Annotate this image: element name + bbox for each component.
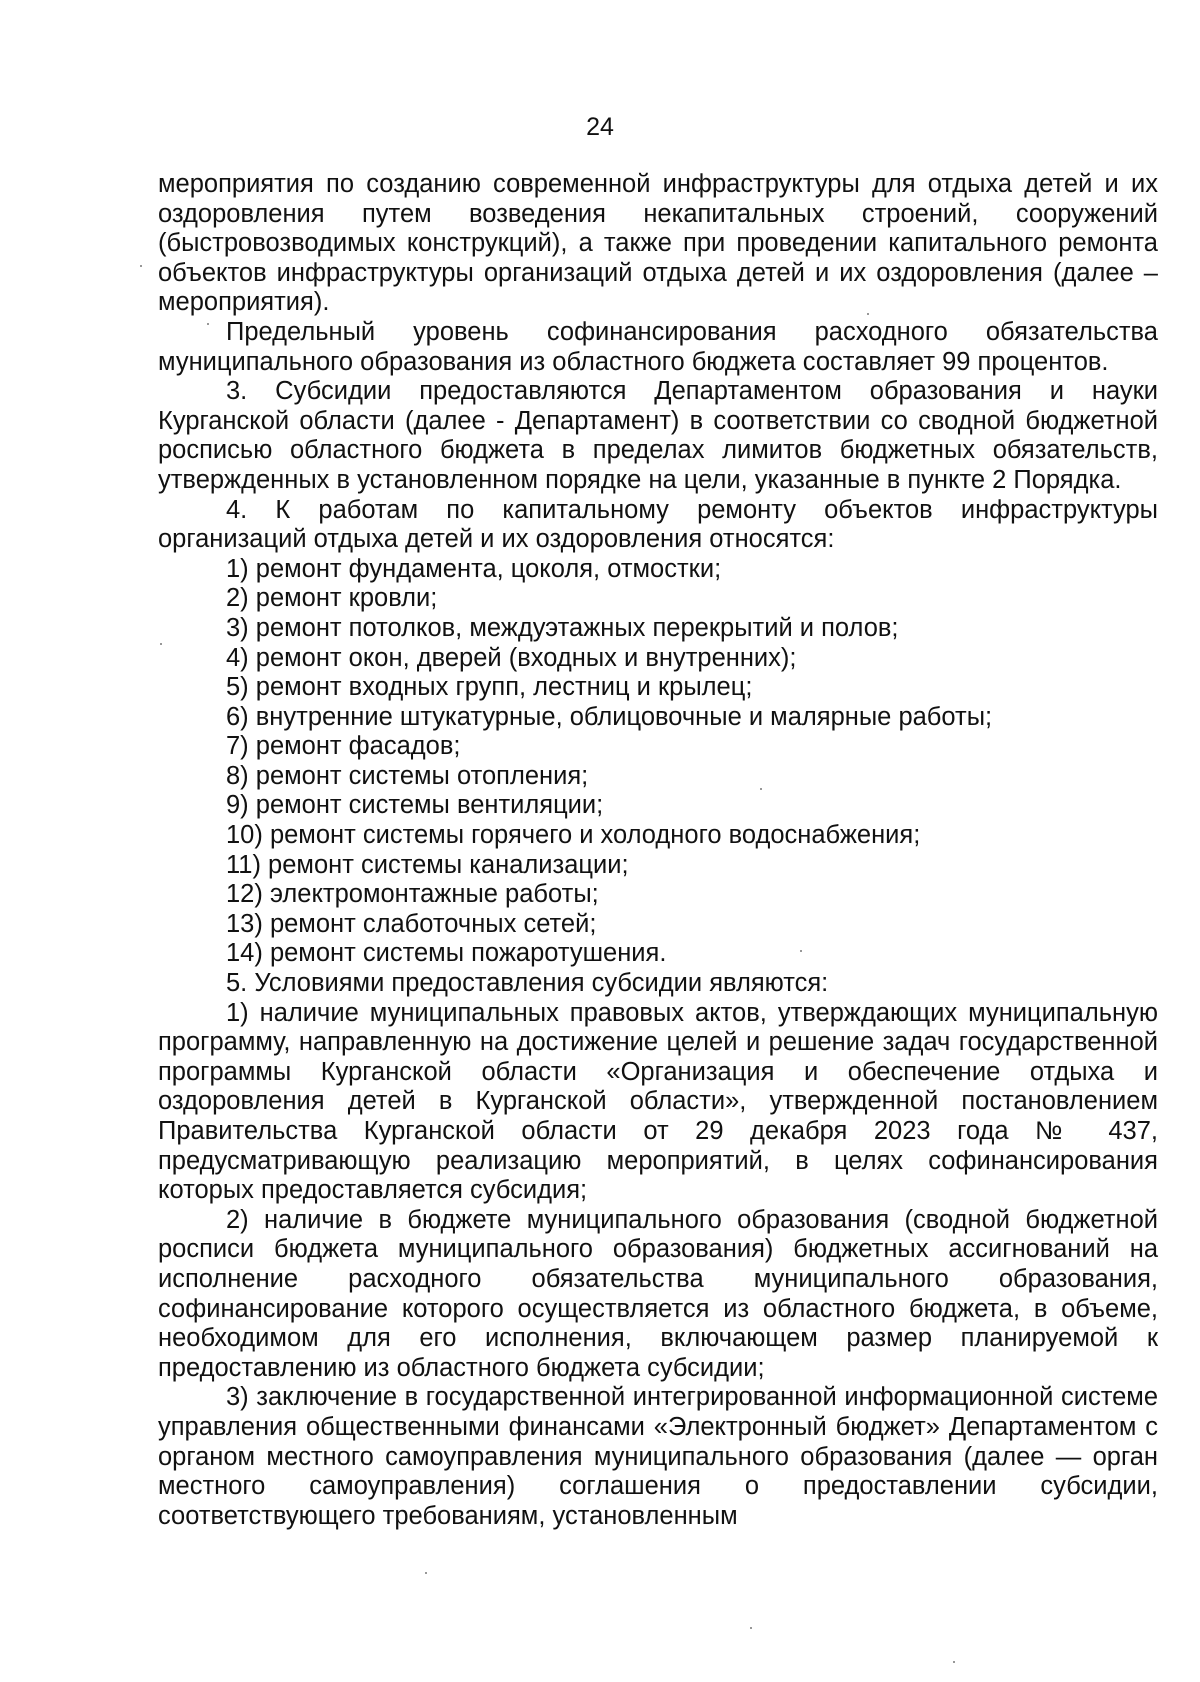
document-body [158,170,1158,1531]
condition-3: 3) заключение в государственной интегрированной информационной системе управления общественными финансами «Электронный бюджет» Департаментом с органом местного самоуправления муниципального образования (далее — орган местного самоуправления) соглашения о предоставлении субсидии, соответствующего требованиям, установленным [158,1383,1158,1530]
paragraph-4-works-intro: 4. К работам по капитальному ремонту объектов инфраструктуры организаций отдыха детей и их оздоровления относятся: [158,495,1158,554]
paragraph-5-conditions: 5. Условиями предоставления субсидии являются: [226,969,829,998]
scan-speck [953,1661,955,1663]
list-item: 2) ремонт кровли; [226,584,438,613]
list-item: 6) внутренние штукатурные, облицовочные и малярные работы; [226,702,993,731]
paragraph-cofinancing-level: Предельный уровень софинансирования расходного обязательства муниципального образования из областного бюджета составляет 99 процентов. [158,317,1158,376]
list-item: 7) ремонт фасадов; [226,732,461,761]
scan-speck [425,1572,427,1574]
works-list [158,555,1158,969]
scan-speck [140,265,142,267]
list-item: 1) ремонт фундамента, цоколя, отмостки; [226,554,722,583]
condition-1: 1) наличие муниципальных правовых актов, утверждающих муниципальную программу, направленную на достижение целей и решение задач государственной программы Курганской области «Организация и обеспечение отдыха и оздоровления детей в Курганской области», утвержденной постановлением Правительства Курганской области от 29 декабря 2023 года № 437, предусматривающую реализацию мероприятий, в целях софинансирования которых предоставляется субсидия; [158,998,1158,1205]
list-item: 8) ремонт системы отопления; [226,761,589,790]
list-item: 14) ремонт системы пожаротушения. [226,939,667,968]
list-item: 4) ремонт окон, дверей (входных и внутренних); [226,643,797,672]
scan-speck [160,643,162,645]
scan-speck [867,313,869,315]
page-number: 24 [586,113,614,141]
list-item: 13) ремонт слаботочных сетей; [226,909,597,938]
list-item: 12) электромонтажные работы; [226,880,599,909]
list-item: 10) ремонт системы горячего и холодного водоснабжения; [226,821,921,850]
list-item: 5) ремонт входных групп, лестниц и крылец; [226,673,753,702]
scan-speck [750,1627,752,1629]
paragraph-continuation: мероприятия по созданию современной инфраструктуры для отдыха детей и их оздоровления путем возведения некапитальных строений, сооружений (быстровозводимых конструкций), а также при проведении капитального ремонта объектов инфраструктуры организаций отдыха детей и их оздоровления (далее – мероприятия). [158,170,1158,317]
paragraph-3-subsidies: 3. Субсидии предоставляются Департаментом образования и науки Курганской области (далее - Департамент) в соответствии со сводной бюджетной росписью областного бюджета в пределах лимитов бюджетных обязательств, утвержденных в установленном порядке на цели, указанные в пункте 2 Порядка. [158,377,1158,494]
list-item: 9) ремонт системы вентиляции; [226,791,604,820]
scan-speck [800,950,802,952]
list-item: 11) ремонт системы канализации; [226,850,629,879]
condition-2: 2) наличие в бюджете муниципального образования (сводной бюджетной росписи бюджета муниципального образования) бюджетных ассигнований на исполнение расходного обязательства муниципального образования, софинансирование которого осуществляется из областного бюджета, в объеме, необходимом для его исполнения, включающем размер планируемой к предоставлению из областного бюджета субсидии; [158,1205,1158,1382]
scan-speck [207,323,209,325]
list-item: 3) ремонт потолков, междуэтажных перекрытий и полов; [226,613,899,642]
scan-speck [760,788,762,790]
